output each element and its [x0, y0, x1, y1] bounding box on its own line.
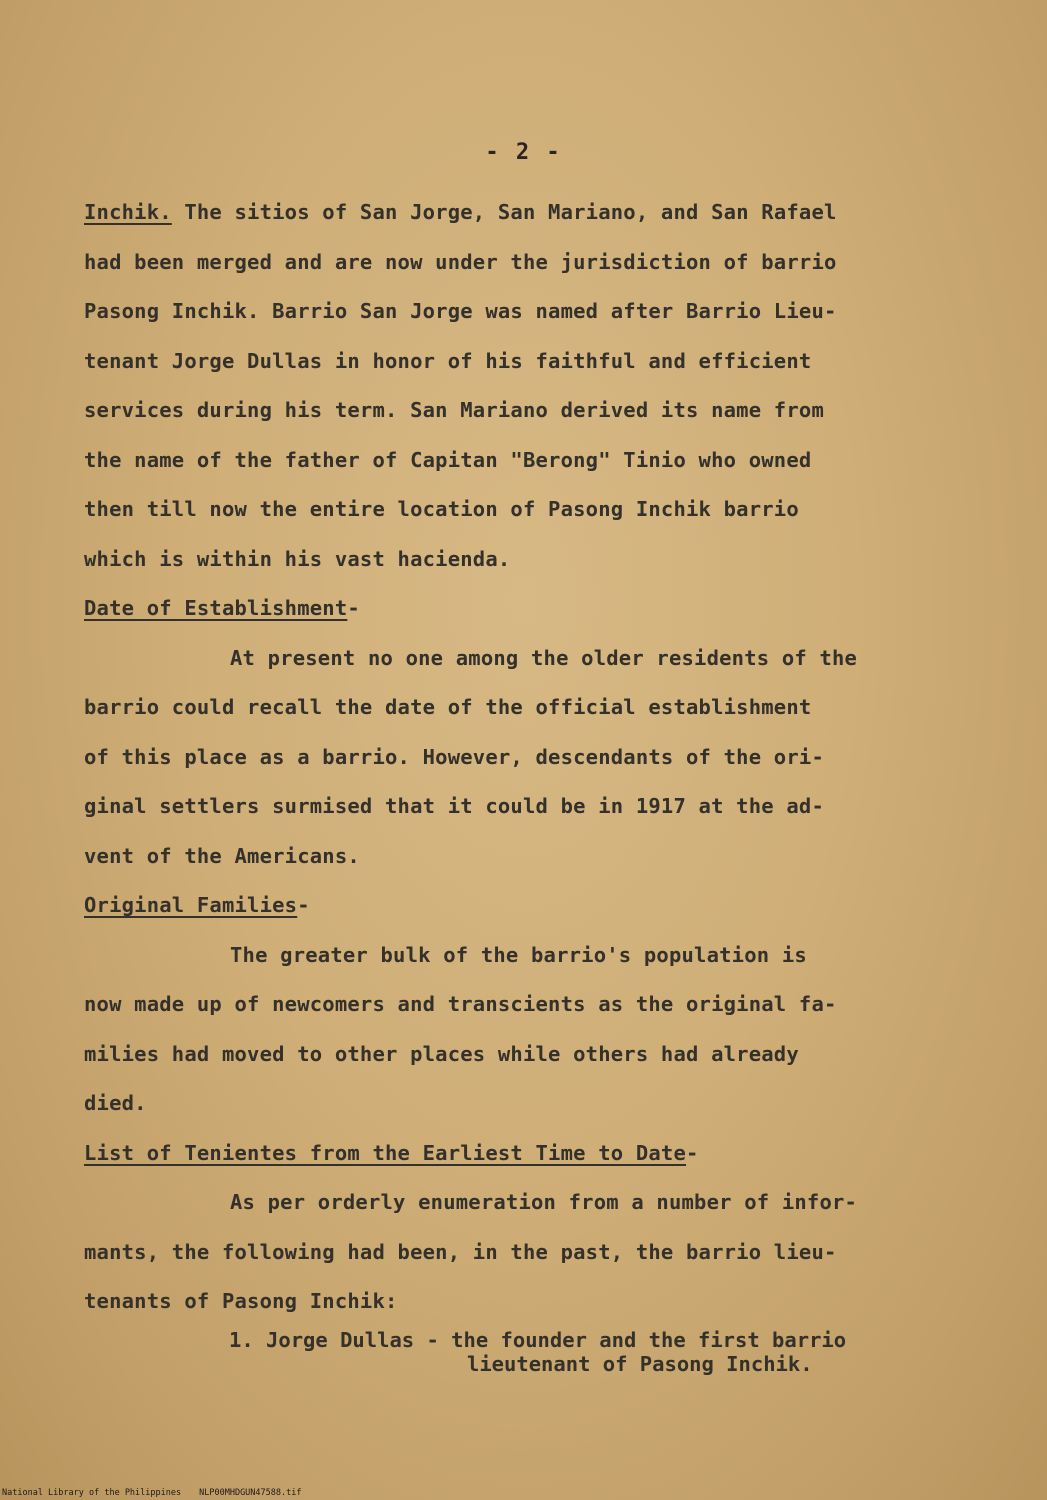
paragraph-line: The greater bulk of the barrio's population is — [230, 942, 807, 967]
paragraph-line: vent of the Americans. — [84, 843, 360, 868]
section-heading-establishment: Date of Establishment- — [84, 596, 360, 620]
heading-word: Inchik. — [84, 200, 172, 224]
footer-filename: NLP00MHDGUN47588.tif — [199, 1488, 302, 1498]
footer-library: National Library of the Philippines — [2, 1488, 182, 1498]
list-item-line: lieutenant of Pasong Inchik. — [467, 1352, 813, 1376]
paragraph-line: ginal settlers surmised that it could be in 1917 at the ad- — [84, 794, 824, 818]
paragraph-line: As per orderly enumeration from a number of infor- — [230, 1190, 858, 1214]
paragraph-line: At present no one among the older residents of the — [230, 645, 858, 670]
paragraph-line: tenants of Pasong Inchik: — [84, 1289, 398, 1313]
paragraph-line: Pasong Inchik. Barrio San Jorge was named after Barrio Lieu- — [84, 299, 837, 323]
paragraph-line: tenant Jorge Dullas in honor of his faithful and efficient — [84, 348, 812, 373]
paragraph-line: now made up of newcomers and transcients as the original fa- — [84, 992, 837, 1016]
scan-footer — [2, 1488, 319, 1498]
paragraph-line: barrio could recall the date of the official establishment — [84, 695, 812, 719]
paragraph-line: of this place as a barrio. However, descendants of the ori- — [84, 744, 824, 769]
paragraph-line: milies had moved to other places while others had already — [84, 1041, 799, 1066]
paragraph-line: mants, the following had been, in the past, the barrio lieu- — [84, 1239, 837, 1264]
paragraph-line: died. — [84, 1091, 147, 1115]
paragraph-line: services during his term. San Mariano derived its name from — [84, 398, 824, 422]
section-heading-tenientes: List of Tenientes from the Earliest Time to Date- — [84, 1140, 699, 1165]
document-body — [84, 188, 984, 1327]
paragraph-line: had been merged and are now under the jurisdiction of barrio — [84, 249, 837, 274]
list-item-line: 1. Jorge Dullas - the founder and the first barrio — [229, 1328, 847, 1352]
page-number: - 2 - — [485, 140, 562, 165]
section-heading-families: Original Families- — [84, 893, 310, 917]
paragraph-line: Inchik. The sitios of San Jorge, San Mariano, and San Rafael — [84, 200, 837, 224]
list-item — [229, 1328, 846, 1376]
paragraph-line: which is within his vast hacienda. — [84, 546, 511, 571]
paragraph-line: the name of the father of Capitan "Berong" Tinio who owned — [84, 447, 812, 472]
paragraph-line: then till now the entire location of Pasong Inchik barrio — [84, 497, 799, 521]
